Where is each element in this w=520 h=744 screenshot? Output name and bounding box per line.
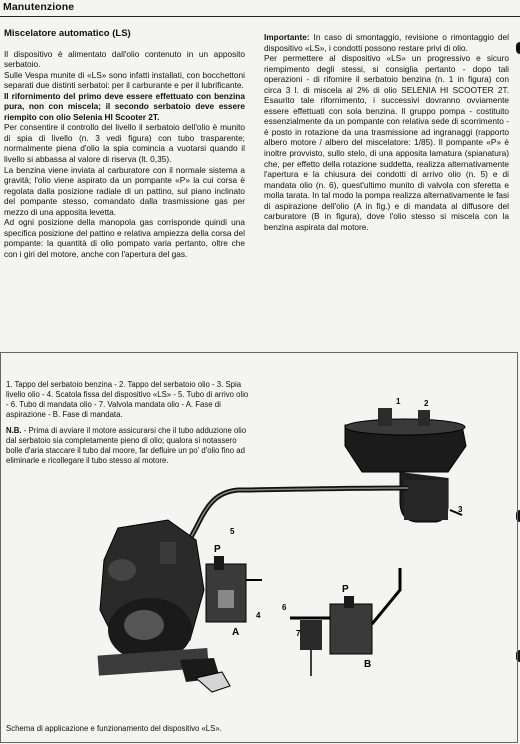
bold-paragraph: Il rifornimento del primo deve essere effettuato con benzina pura, non con miscela; il secondo serbatoio deve essere riempito con olio Selenia HI Scooter 2T. xyxy=(4,90,245,122)
nb-lead: N.B. xyxy=(6,426,22,435)
ls-system-diagram xyxy=(0,360,520,744)
legend-text: 1. Tappo del serbatoio benzina - 2. Tappo del serbatoio olio - 3. Spia livello olio - 4. Scatola fissa del dispositivo «LS» - 5. Tubo di arrivo olio - 6. Tubo di mandata olio - 7. Valvola mandata olio - A. Fase di aspirazione - B. Fase di mandata. xyxy=(6,380,249,419)
section-label: Manutenzione xyxy=(3,1,75,13)
paragraph: Il dispositivo è alimentato dall'olio contenuto in un apposito serbatoio. xyxy=(4,48,245,70)
label-3: 3 xyxy=(458,505,463,514)
label-5: 5 xyxy=(230,527,235,536)
label-a: A xyxy=(232,627,240,638)
paragraph: Sulle Vespa munite di «LS» sono infatti installati, con bocchettoni separati due distinti serbatoi: per il carburante e per il lubrificante. xyxy=(4,69,245,91)
label-b: B xyxy=(364,659,372,670)
label-p-a: P xyxy=(214,544,221,555)
label-4: 4 xyxy=(256,611,261,620)
binder-hole xyxy=(516,42,520,54)
important-lead: Importante: xyxy=(264,32,310,42)
oil-tank xyxy=(345,408,466,522)
header-bar xyxy=(0,0,520,17)
label-p-b: P xyxy=(342,584,349,595)
fuel-cap xyxy=(378,408,392,426)
important-text: In caso di smontaggio, revisione o rimontaggio del dispositivo «LS», i condotti possono restare privi di olio. xyxy=(264,32,509,53)
important-paragraph xyxy=(264,32,509,53)
figure-caption: Schema di applicazione e funzionamento del dispositivo «LS». xyxy=(6,724,222,733)
oil-cap xyxy=(418,410,430,426)
paragraph: Ad ogni posizione della manopola gas corrisponde quindi una specifica posizione del pattino e relativa ampiezza della corsa del pompante: la quantità di olio pompato varia pertanto, oltre che con i giri del motore, anche con l'apertura del gas. xyxy=(4,217,245,259)
paragraph: Per consentire il controllo del livello il serbatoio dell'olio è munito di spia di livello (n. 3 vedi figura) con tubo trasparente; normalmente piena d'olio la spia comincia a vuotarsi quando il livello si abbassa al valore di riserva (lt. 0,35). xyxy=(4,122,245,165)
paragraph: La benzina viene inviata al carburatore con il normale sistema a gravità; l'olio viene aspirato da un pompante «P» la cui corsa è regolata dalla posizione radiale di un pattino, sul piano inclinato del pompante stesso, comandato dalla trasmissione gas per mezzo di una apposita levetta. xyxy=(4,164,245,217)
label-2: 2 xyxy=(424,399,429,408)
right-column xyxy=(264,32,509,232)
left-column xyxy=(4,29,245,259)
nb-text: - Prima di avviare il motore assicurarsi che il tubo adduzione olio dal serbatoio sia completamente pieno di olio; qualora si notassero bolle d'aria staccare il tubo dal moore, far defluire un po' d'olio fino ad eliminarle e ricollegare il tubo stesso al motore. xyxy=(6,426,247,465)
pump-phase-a xyxy=(206,556,262,622)
label-6: 6 xyxy=(282,603,287,612)
label-1: 1 xyxy=(396,397,401,406)
label-7: 7 xyxy=(296,629,301,638)
article-title: Miscelatore automatico (LS) xyxy=(4,28,131,39)
paragraph: Per permettere al dispositivo «LS» un progressivo e sicuro riempimento degli stessi, si consiglia pertanto - dopo tali operazioni - di rifornire il serbatoio benzina (n. 1 in figura) con circa 3 l. di miscela al 2% di olio SELENIA HI SCOOTER 2T. Esaurito tale rifornimento, i successivi dovranno ovviamente essere effettuati con sola benzina. Il gruppo pompa - costituito essenzialmente da un pompante con relativa sede di scorrimento - è posto in rotazione da una trasmissione ad ingranaggi (rapporto albero motore / albero del miscelatore: 1/85). Il pompante «P» è inoltre provvisto, sullo stelo, di una apposita lamatura (spianatura) che, per effetto della rotazione suddetta, realizza alternativamente l'apertura e la chiusura dei condotti di arrivo olio (n. 5) e di mandata olio (n. 6), quest'ultimo munito di valvola con sferetta e molla tarata. In tal modo la pompa realizza alternativamente le fasi di aspirazione dell'olio (A in fig.) e di mandata al diffusore del carburatore (B in figura), dove l'olio stesso si miscela con la benzina aspirata dal motore. xyxy=(264,53,509,232)
